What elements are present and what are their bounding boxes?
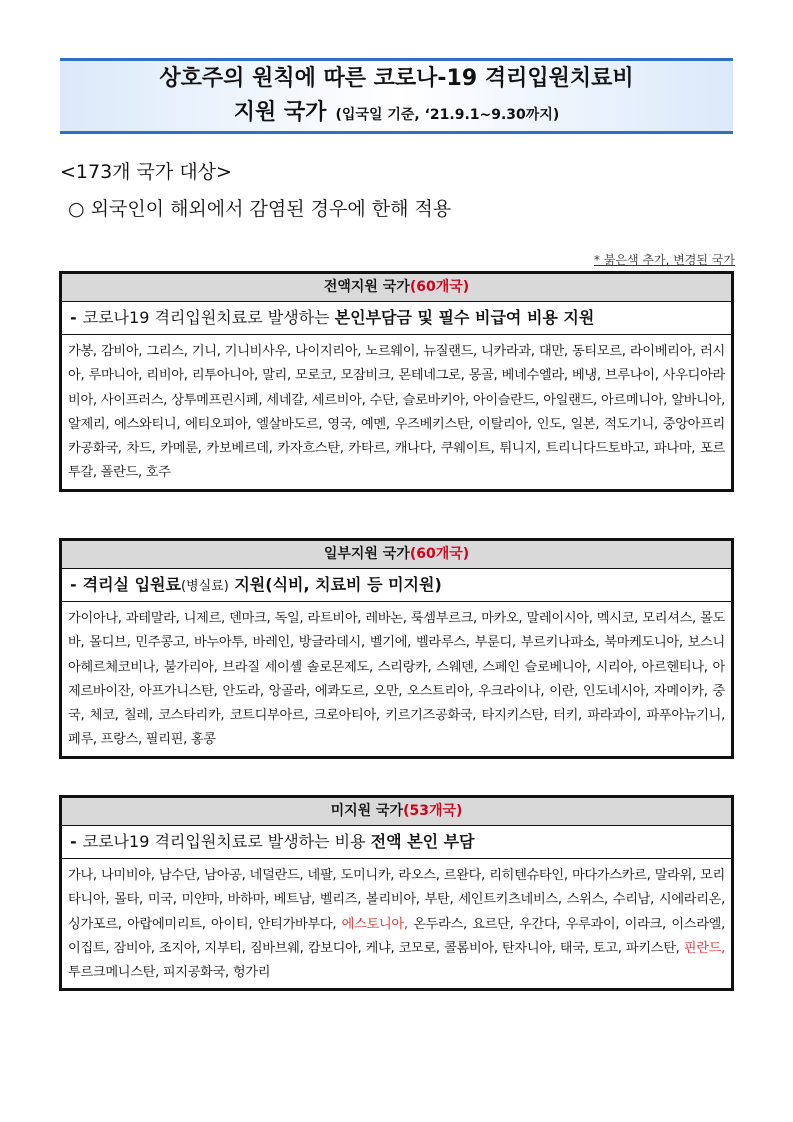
partial-support-heading: 일부지원 국가(60개국) (62, 541, 731, 569)
full-support-heading: 전액지원 국가(60개국) (62, 274, 731, 302)
page-title-line1: 상호주의 원칙에 따른 코로나-19 격리입원치료비 (159, 66, 634, 91)
title-banner (60, 58, 733, 134)
page-title-main: 지원 국가 (233, 100, 327, 125)
partial-support-country-list: 가이아나, 과테말라, 니제르, 덴마크, 독일, 라트비아, 레바논, 룩셈부르크, 마카오, 말레이시아, 멕시코, 모리셔스, 몰도바, 몰디브, 민주콩고, 바누아투, 바레인, 방글라데시, 벨기에, 벨라루스, 부룬디, 부르키나파소, 북마케도니아, 보스니아헤르체코비나, 불가리아, 브라질 세이셸 솔로몬제도, 스리랑카, 스웨덴, 스페인 슬로베니아, 시리아, 아르헨티나, 아제르바이잔, 아프가니스탄, 안도라, 앙골라, 에콰도르, 오만, 오스트리아, 우크라이나, 이란, 인도네시아, 자메이카, 중국, 체코, 칠레, 코스타리카, 코트디부아르, 크로아티아, 키르기즈공화국, 타지키스탄, 터키, 파라과이, 파푸아뉴기니, 페루, 프랑스, 필리핀, 홍콩 (68, 611, 725, 748)
partial-support-section (59, 538, 734, 759)
scope-heading: <173개 국가 대상> (60, 161, 232, 183)
partial-support-count: (60개국) (409, 546, 470, 562)
legend-note: * 붉은색 추가, 변경된 국가 (594, 253, 735, 267)
page-title-line2 (60, 96, 733, 132)
applicability-note: ○ 외국인이 해외에서 감염된 경우에 한해 적용 (68, 198, 452, 220)
partial-support-description: - 격리실 입원료(병실료) 지원(식비, 치료비 등 미지원) (62, 569, 731, 602)
full-support-country-list: 가봉, 감비아, 그리스, 기니, 기니비사우, 나이지리아, 노르웨이, 뉴질랜드, 니카라과, 대만, 동티모르, 라이베리아, 러시아, 루마니아, 리비아, 리투아니아, 말리, 모로코, 모잠비크, 몬테네그로, 몽골, 베네수엘라, 베냉, 브루나이, 사우디아라비아, 사이프러스, 상투메프린시페, 세네갈, 세르비아, 수단, 슬로바키아, 아이슬란드, 아일랜드, 아르메니아, 알바니아, 알제리, 에스와티니, 에티오피아, 엘살바도르, 영국, 예멘, 우즈베키스탄, 이탈리아, 인도, 일본, 적도기니, 중앙아프리카공화국, 차드, 카메룬, 카보베르데, 카자흐스탄, 카타르, 캐나다, 쿠웨이트, 튀니지, 트리니다드토바고, 파나마, 포르투갈, 폴란드, 호주 (68, 344, 725, 481)
country-finland-changed: 핀란드, (683, 940, 725, 956)
full-support-section (59, 271, 734, 492)
no-support-country-list: 가나, 나미비아, 남수단, 남아공, 네덜란드, 네팔, 도미니카, 라오스, 르완다, 리히텐슈타인, 마다가스카르, 말라위, 모리타니아, 몰타, 미국, 미얀마, 바하마, 베트남, 벨리즈, 볼리비아, 부탄, 세인트키츠네비스, 스위스, 수리남, 시에라리온, 싱가포르, 아랍에미리트, 아이티, 안티가바부다, 에스토니아, 온두라스, 요르단, 우간다, 우루과이, 이라크, 이스라엘, 이집트, 잠비아, 조지아, 지부티, 짐바브웨, 캄보디아, 케냐, 코모로, 콜롬비아, 탄자니아, 태국, 토고, 파키스탄, 핀란드, 투르크메니스탄, 피지공화국, 헝가리 (68, 868, 725, 981)
full-support-count: (60개국) (409, 279, 470, 295)
country-estonia-changed: 에스토니아, (341, 916, 408, 932)
full-support-description: - 코로나19 격리입원치료로 발생하는 본인부담금 및 필수 비급여 비용 지원 (62, 302, 731, 335)
no-support-heading: 미지원 국가(53개국) (62, 798, 731, 826)
page-title-period: (입국일 기준, ‘21.9.1~9.30까지) (335, 107, 560, 123)
no-support-section (59, 795, 734, 991)
no-support-count: (53개국) (403, 803, 463, 819)
no-support-description: - 코로나19 격리입원치료로 발생하는 비용 전액 본인 부담 (62, 826, 731, 859)
